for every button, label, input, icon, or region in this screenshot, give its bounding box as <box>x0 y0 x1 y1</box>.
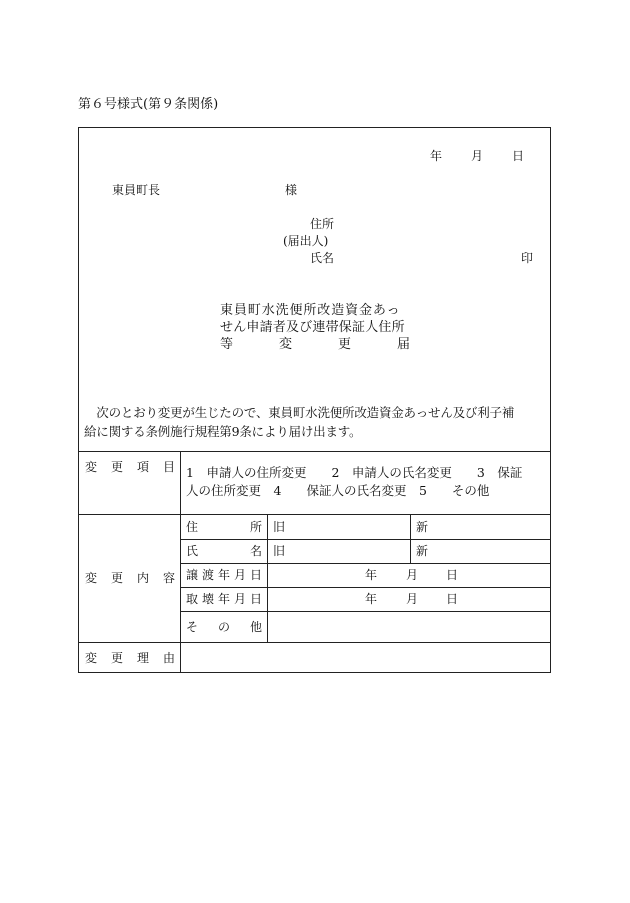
intro-line-1: 次のとおり変更が生じたので、東員町水洗便所改造資金あっせん及び利子補 <box>84 405 515 420</box>
change-reason-label: 変 更 理 由 <box>85 651 175 665</box>
notifier-label: (届出人) <box>283 234 329 248</box>
change-items-line-1: 1 申請人の住所変更 2 申請人の氏名変更 3 保証 <box>186 465 523 480</box>
demolition-date-row-label: 取 壊 年 月 日 <box>186 592 262 606</box>
transfer-year: 年 <box>365 568 378 582</box>
row-divider <box>180 587 551 588</box>
address-label: 住所 <box>310 217 335 231</box>
name-label: 氏名 <box>310 251 335 265</box>
other-row-label: そ の 他 <box>186 620 262 634</box>
demolition-year: 年 <box>365 592 378 606</box>
table-top-border <box>78 451 551 452</box>
date-day: 日 <box>512 149 525 163</box>
row-divider <box>180 539 551 540</box>
transfer-day: 日 <box>446 568 459 582</box>
address-old-label: 旧 <box>273 520 286 534</box>
address-new-label: 新 <box>416 520 429 534</box>
change-items-label: 変 更 項 目 <box>85 460 175 474</box>
name-new-label: 新 <box>416 544 429 558</box>
column-divider <box>180 451 181 673</box>
address-row-label: 住 所 <box>186 520 262 534</box>
addressee: 東員町長 <box>112 183 161 197</box>
title-char: 更 <box>337 337 351 352</box>
form-frame <box>78 127 551 673</box>
row-divider <box>180 611 551 612</box>
date-year: 年 <box>430 149 443 163</box>
title-line-3 <box>220 338 410 351</box>
title-line-1: 東員町水洗便所改造資金あっ <box>220 303 401 318</box>
transfer-date-row-label: 譲 渡 年 月 日 <box>186 568 262 582</box>
title-char: 届 <box>396 337 410 352</box>
column-divider <box>410 514 411 563</box>
title-char: 等 <box>220 337 234 352</box>
change-items-line-2: 人の住所変更 4 保証人の氏名変更 5 その他 <box>186 483 490 498</box>
seal-mark: 印 <box>521 251 534 265</box>
form-number: 第６号様式(第９条関係) <box>78 97 219 112</box>
title-line-2: せん申請者及び連帯保証人住所 <box>220 320 405 335</box>
demolition-day: 日 <box>446 592 459 606</box>
transfer-month: 月 <box>406 568 419 582</box>
date-month: 月 <box>471 149 484 163</box>
change-content-label: 変 更 内 容 <box>85 571 175 585</box>
demolition-month: 月 <box>406 592 419 606</box>
row-divider <box>78 642 551 643</box>
row-divider <box>180 563 551 564</box>
row-divider <box>78 514 551 515</box>
name-old-label: 旧 <box>273 544 286 558</box>
intro-line-2: 給に関する条例施行規程第9条により届け出ます。 <box>84 424 362 439</box>
title-char: 変 <box>278 337 292 352</box>
column-divider <box>267 514 268 642</box>
honorific: 様 <box>285 183 298 197</box>
name-row-label: 氏 名 <box>186 544 262 558</box>
